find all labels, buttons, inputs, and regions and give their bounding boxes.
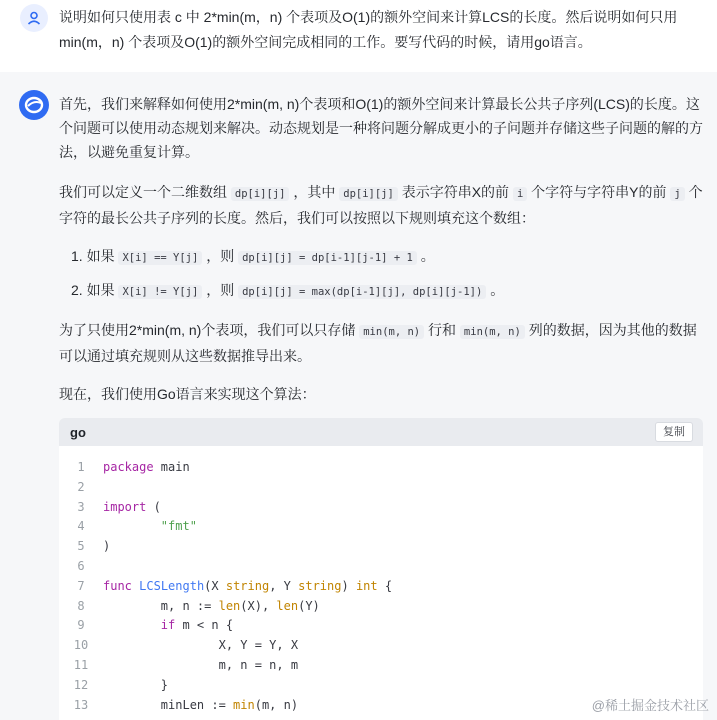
line-number: 8 [77, 598, 85, 613]
code-text: X, Y = Y, X [103, 638, 299, 653]
code-text: func LCSLength(X string, Y string) int { [103, 578, 393, 593]
code-line [59, 537, 703, 557]
line-number: 10 [73, 638, 89, 653]
implementation-intro: 现在，我们使用Go语言来实现这个算法： [59, 386, 316, 402]
code-line [59, 577, 703, 597]
code-text: m, n = n, m [103, 657, 299, 672]
line-number: 4 [77, 519, 85, 534]
code-line [59, 498, 703, 518]
watermark: @稀土掘金技术社区 [591, 698, 709, 713]
line-number: 12 [73, 677, 89, 692]
storage-paragraph: 为了只使用2*min(m, n)个表项，我们可以只存储 min(m, n) 行和 min(m, n) 列的数据，因为其他的数据可以通过填充规则从这些数据推导出来。 [59, 322, 697, 364]
code-text: import ( [103, 499, 161, 514]
code-text: package main [103, 460, 190, 474]
code-text: minLen := min(m, n) [103, 697, 299, 712]
code-line [59, 557, 703, 577]
user-icon [26, 10, 42, 26]
assistant-message-row [0, 72, 717, 720]
line-number: 6 [77, 558, 85, 573]
code-block [59, 418, 703, 720]
rules-list [59, 244, 707, 304]
inline-code: X[i] == Y[j] [118, 251, 202, 265]
inline-code: min(m, n) [460, 325, 525, 339]
inline-code: dp[i][j] [339, 187, 398, 201]
code-text: "fmt" [160, 519, 197, 534]
inline-code: dp[i][j] [231, 187, 290, 201]
user-message-row [0, 0, 717, 72]
code-language-label: go [70, 424, 86, 440]
copy-button[interactable]: 复制 [655, 422, 693, 442]
code-line [59, 478, 703, 498]
code-text: } [103, 677, 169, 692]
inline-code: i [513, 187, 527, 201]
inline-code: dp[i][j] = max(dp[i-1][j], dp[i][j-1]) [238, 285, 486, 299]
inline-code: j [670, 187, 684, 201]
code-text: if m < n { [160, 618, 234, 633]
code-line [59, 458, 703, 478]
code-line [59, 676, 703, 696]
line-number: 11 [73, 657, 89, 672]
inline-code: dp[i][j] = dp[i-1][j-1] + 1 [238, 251, 417, 265]
code-line [59, 616, 703, 636]
bot-logo-icon [23, 94, 45, 116]
line-number: 5 [77, 539, 85, 554]
dp-definition-paragraph: 我们可以定义一个二维数组 dp[i][j] ，其中 dp[i][j] 表示字符串X的前 i 个字符与字符串Y的前 j 个字符的最长公共子序列的长度。然后，我们可以按照以下规则填充这个数组： [59, 184, 703, 226]
line-number: 9 [77, 618, 85, 633]
code-text: m, n := len(X), len(Y) [103, 598, 320, 613]
code-text: ) [103, 539, 111, 554]
code-body [59, 446, 703, 720]
line-number: 7 [77, 578, 85, 593]
user-message-text: 说明如何只使用表 c 中 2*min(m，n) 个表项及O(1)的额外空间来计算LCS的长度。然后说明如何只用 min(m，n) 个表项及O(1)的额外空间完成相同的工作。要写代码的时候，请用go语言。 [59, 9, 678, 50]
list-item: 2. 如果 X[i] != Y[j] ，则 dp[i][j] = max(dp[i-1][j], dp[i][j-1]) 。 [71, 282, 505, 298]
code-line [59, 656, 703, 676]
code-line [59, 597, 703, 617]
code-line [59, 636, 703, 656]
line-number: 2 [77, 479, 85, 494]
intro-paragraph: 首先，我们来解释如何使用2*min(m, n)个表项和O(1)的额外空间来计算最长公共子序列(LCS)的长度。这个问题可以使用动态规划来解决。动态规划是一种将问题分解成更小的子问题并存储这些子问题的解的方法，以避免重复计算。 [59, 96, 703, 160]
inline-code: X[i] != Y[j] [118, 285, 202, 299]
line-number: 13 [73, 697, 89, 712]
line-number: 1 [77, 460, 85, 474]
list-item: 1. 如果 X[i] == Y[j] ，则 dp[i][j] = dp[i-1][j-1] + 1 。 [71, 248, 435, 264]
code-block-header [59, 418, 703, 446]
user-avatar [20, 4, 48, 32]
inline-code: min(m, n) [359, 325, 424, 339]
bot-avatar [19, 90, 49, 120]
line-number: 3 [77, 499, 85, 514]
assistant-message-content [59, 92, 707, 420]
code-line [59, 517, 703, 537]
